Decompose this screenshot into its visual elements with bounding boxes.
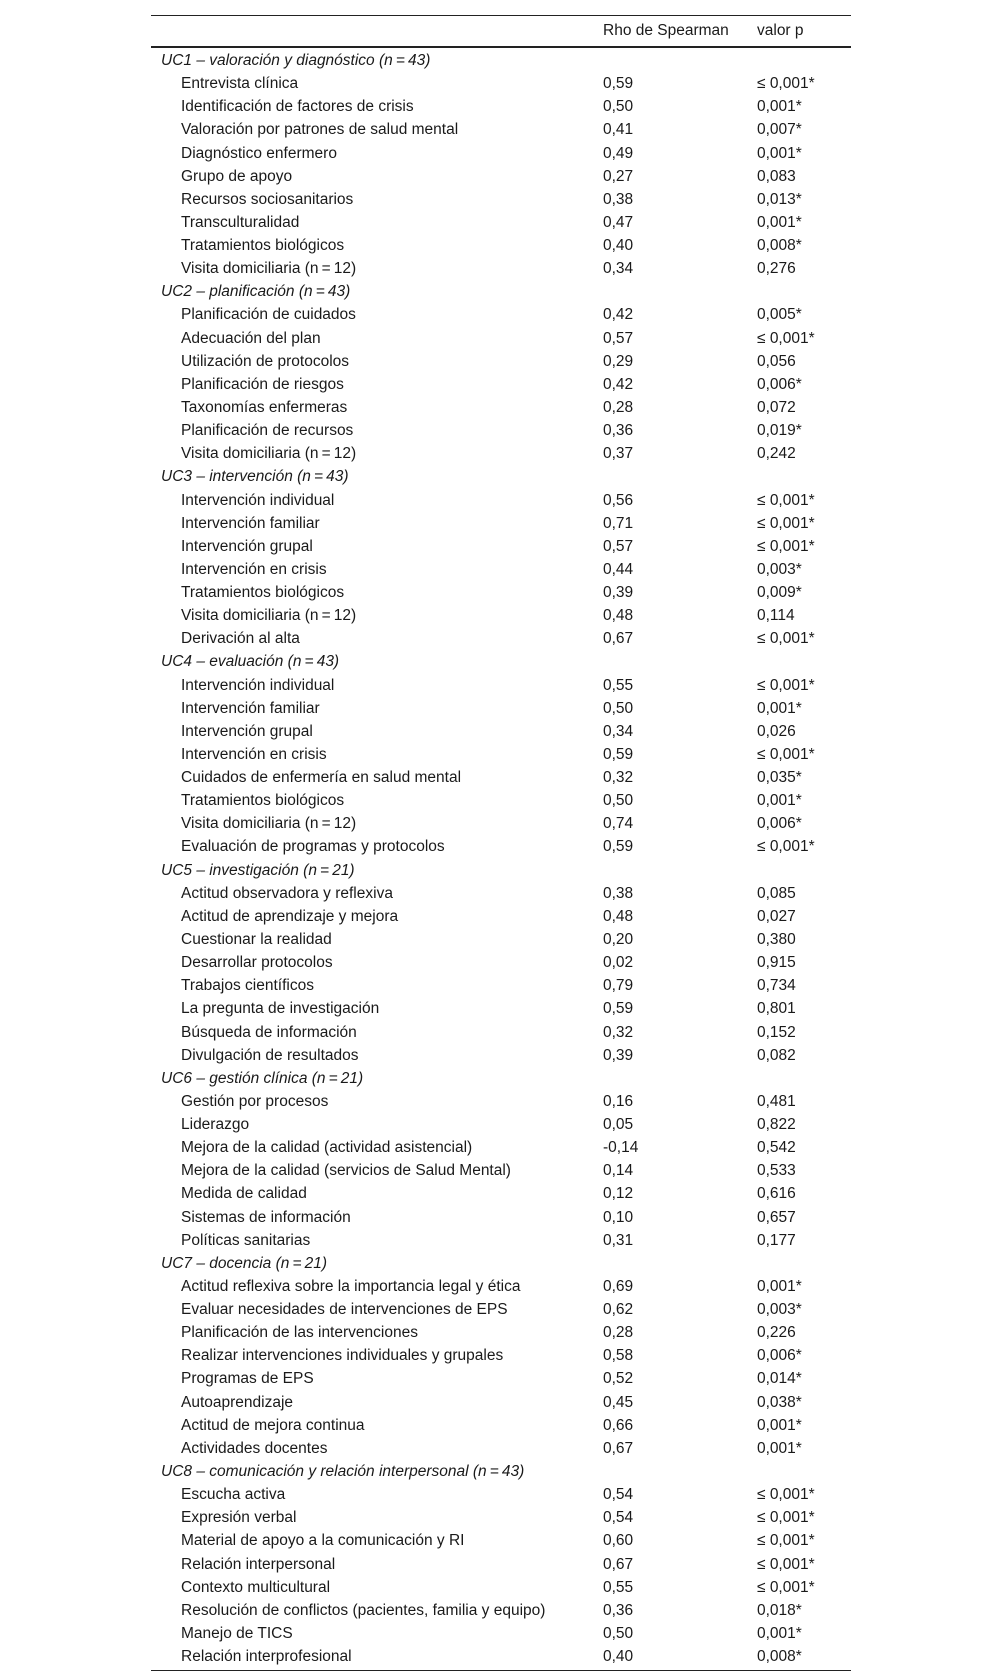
rho-value: 0,47 — [603, 213, 634, 231]
table-row — [151, 766, 851, 789]
item-label: Gestión por procesos — [181, 1092, 329, 1110]
rho-value: 0,44 — [603, 560, 634, 578]
item-label: Actividades docentes — [181, 1439, 328, 1457]
item-label: Planificación de recursos — [181, 422, 354, 440]
p-value: ≤ 0,001* — [757, 745, 815, 763]
rho-value: -0,14 — [603, 1139, 639, 1157]
top-rule — [151, 15, 851, 16]
table-row — [151, 535, 851, 558]
p-value: ≤ 0,001* — [757, 1486, 815, 1504]
item-label: Manejo de TICS — [181, 1624, 293, 1642]
rho-value: 0,39 — [603, 584, 634, 601]
p-value: 0,003* — [757, 1301, 802, 1318]
p-value: 0,082 — [757, 1046, 796, 1064]
rho-value: 0,66 — [603, 1416, 634, 1434]
item-label: Mejora de la calidad (servicios de Salud Mental) — [181, 1162, 511, 1180]
p-value: 0,056 — [757, 352, 796, 370]
rho-value: 0,32 — [603, 769, 634, 786]
rho-value: 0,50 — [603, 699, 634, 717]
table-row — [151, 1529, 851, 1552]
item-label: Utilización de protocolos — [181, 352, 350, 370]
rho-value: 0,41 — [603, 121, 634, 139]
item-label: Relación interprofesional — [181, 1648, 352, 1665]
item-label: Intervención individual — [181, 676, 335, 694]
table-row — [151, 442, 851, 465]
rho-value: 0,48 — [603, 907, 634, 925]
item-label: Divulgación de resultados — [181, 1046, 359, 1064]
p-value: 0,734 — [757, 977, 796, 995]
item-label: Autoaprendizaje — [181, 1393, 294, 1411]
rho-value: 0,54 — [603, 1509, 634, 1527]
rho-value: 0,38 — [603, 884, 634, 902]
table-row — [151, 1206, 851, 1229]
table-row — [151, 720, 851, 743]
rho-value: 0,36 — [603, 422, 634, 440]
p-value: 0,001* — [757, 1416, 802, 1434]
rho-value: 0,55 — [603, 1578, 634, 1596]
rho-value: 0,67 — [603, 1439, 634, 1457]
rho-value: 0,74 — [603, 815, 634, 833]
p-value: ≤ 0,001* — [757, 1555, 815, 1573]
table-row — [151, 1136, 851, 1159]
p-value: 0,006* — [757, 1347, 802, 1365]
item-label: Contexto multicultural — [181, 1578, 331, 1596]
p-value: 0,481 — [757, 1092, 796, 1110]
table-row — [151, 303, 851, 326]
p-value: 0,152 — [757, 1023, 796, 1041]
item-label: Expresión verbal — [181, 1509, 297, 1527]
group-row — [151, 1252, 851, 1275]
item-label: Grupo de apoyo — [181, 167, 293, 185]
item-label: Liderazgo — [181, 1116, 250, 1133]
table-row — [151, 72, 851, 95]
table-row — [151, 165, 851, 188]
item-label: Visita domiciliaria (n = 12) — [181, 815, 357, 833]
item-label: Intervención familiar — [181, 699, 320, 717]
p-value: ≤ 0,001* — [757, 75, 815, 93]
table-row — [151, 1576, 851, 1599]
rho-value: 0,71 — [603, 514, 634, 532]
table-row — [151, 974, 851, 997]
rho-value: 0,28 — [603, 1324, 634, 1342]
item-label: Cuidados de enfermería en salud mental — [181, 769, 462, 786]
item-label: Políticas sanitarias — [181, 1231, 311, 1249]
table-row — [151, 350, 851, 373]
p-value: ≤ 0,001* — [757, 676, 815, 694]
rho-value: 0,60 — [603, 1532, 634, 1550]
bottom-rule — [151, 1670, 851, 1671]
rho-value: 0,16 — [603, 1092, 634, 1110]
p-value: ≤ 0,001* — [757, 514, 815, 532]
p-value: 0,009* — [757, 584, 802, 601]
p-value: ≤ 0,001* — [757, 1532, 815, 1550]
item-label: Actitud de mejora continua — [181, 1416, 365, 1434]
item-label: Transculturalidad — [181, 213, 300, 231]
p-value: 0,018* — [757, 1601, 802, 1619]
p-value: ≤ 0,001* — [757, 1578, 815, 1596]
p-value: 0,915 — [757, 954, 796, 972]
p-value: 0,014* — [757, 1370, 802, 1388]
item-label: Tratamientos biológicos — [181, 584, 345, 601]
item-label: Intervención familiar — [181, 514, 320, 532]
table-row — [151, 558, 851, 581]
p-value: 0,005* — [757, 306, 802, 324]
p-value: 0,380 — [757, 930, 796, 948]
p-value: 0,242 — [757, 445, 796, 463]
table-row — [151, 257, 851, 280]
p-value: 0,013* — [757, 190, 802, 208]
item-label: Visita domiciliaria (n = 12) — [181, 607, 357, 625]
table-row — [151, 396, 851, 419]
p-value: 0,001* — [757, 1624, 802, 1642]
table-row — [151, 234, 851, 257]
p-value: 0,008* — [757, 237, 802, 254]
p-value: 0,019* — [757, 422, 802, 440]
p-value: 0,003* — [757, 560, 802, 578]
table-row — [151, 1437, 851, 1460]
table-row — [151, 1113, 851, 1136]
item-label: Planificación de las intervenciones — [181, 1324, 418, 1342]
item-label: Identificación de factores de crisis — [181, 98, 414, 116]
rho-value: 0,59 — [603, 75, 634, 93]
p-value: 0,072 — [757, 398, 796, 416]
rho-value: 0,59 — [603, 838, 634, 856]
p-value: ≤ 0,001* — [757, 838, 815, 856]
rho-value: 0,50 — [603, 98, 634, 116]
table-row — [151, 1367, 851, 1390]
item-label: Medida de calidad — [181, 1185, 307, 1203]
rho-value: 0,05 — [603, 1116, 634, 1133]
item-label: Adecuación del plan — [181, 329, 321, 347]
p-value: 0,001* — [757, 1439, 802, 1457]
rho-value: 0,50 — [603, 1624, 634, 1642]
item-label: Recursos sociosanitarios — [181, 190, 354, 208]
group-row — [151, 859, 851, 882]
table-row — [151, 1298, 851, 1321]
rho-value: 0,20 — [603, 930, 634, 948]
table-row — [151, 1414, 851, 1437]
table-row — [151, 512, 851, 535]
p-value: 0,616 — [757, 1185, 796, 1203]
p-value: 0,006* — [757, 815, 802, 833]
item-label: Actitud observadora y reflexiva — [181, 884, 393, 902]
table-row — [151, 604, 851, 627]
p-value: 0,001* — [757, 792, 802, 810]
p-value: 0,027 — [757, 907, 796, 925]
group-row — [151, 650, 851, 673]
header-p: valor p — [757, 22, 804, 39]
item-label: Resolución de conflictos (pacientes, familia y equipo) — [181, 1601, 546, 1619]
table-row — [151, 1622, 851, 1645]
table-row — [151, 1599, 851, 1622]
item-label: Derivación al alta — [181, 630, 300, 648]
group-title: UC3 – intervención (n = 43) — [161, 468, 349, 486]
rho-value: 0,69 — [603, 1277, 634, 1295]
group-row — [151, 280, 851, 303]
item-label: Entrevista clínica — [181, 75, 299, 93]
item-label: Desarrollar protocolos — [181, 954, 333, 972]
rho-value: 0,31 — [603, 1231, 634, 1249]
rho-value: 0,57 — [603, 329, 634, 347]
table-row — [151, 789, 851, 812]
rho-value: 0,59 — [603, 1000, 634, 1018]
table-row — [151, 1321, 851, 1344]
group-title: UC6 – gestión clínica (n = 21) — [161, 1069, 364, 1087]
p-value: 0,542 — [757, 1139, 796, 1157]
rho-value: 0,54 — [603, 1486, 634, 1504]
p-value: 0,008* — [757, 1648, 802, 1665]
rho-value: 0,48 — [603, 607, 634, 625]
table-row — [151, 1044, 851, 1067]
rho-value: 0,59 — [603, 745, 634, 763]
item-label: Mejora de la calidad (actividad asistencial) — [181, 1139, 473, 1157]
p-value: ≤ 0,001* — [757, 630, 815, 648]
table-row — [151, 1553, 851, 1576]
p-value: 0,001* — [757, 1277, 802, 1295]
table-row — [151, 1645, 851, 1668]
table-row — [151, 118, 851, 141]
table-row — [151, 1182, 851, 1205]
rho-value: 0,45 — [603, 1393, 634, 1411]
p-value: ≤ 0,001* — [757, 1509, 815, 1527]
item-label: Planificación de riesgos — [181, 375, 344, 393]
item-label: Valoración por patrones de salud mental — [181, 121, 459, 139]
rho-value: 0,49 — [603, 144, 634, 162]
rho-value: 0,67 — [603, 630, 634, 648]
rho-value: 0,10 — [603, 1208, 634, 1226]
table-row — [151, 905, 851, 928]
item-label: Intervención grupal — [181, 537, 313, 555]
group-title: UC1 – valoración y diagnóstico (n = 43) — [161, 52, 431, 69]
group-title: UC4 – evaluación (n = 43) — [161, 653, 340, 671]
item-label: Escucha activa — [181, 1486, 286, 1504]
group-row — [151, 1460, 851, 1483]
p-value: 0,006* — [757, 375, 802, 393]
table-row — [151, 1229, 851, 1252]
p-value: 0,657 — [757, 1208, 796, 1226]
item-label: Intervención grupal — [181, 722, 313, 740]
header-rho: Rho de Spearman — [603, 22, 729, 39]
group-title: UC2 – planificación (n = 43) — [161, 283, 351, 301]
rho-value: 0,42 — [603, 375, 634, 393]
item-label: Actitud de aprendizaje y mejora — [181, 907, 399, 925]
rho-value: 0,37 — [603, 445, 634, 463]
header-rule — [151, 46, 851, 48]
item-label: Cuestionar la realidad — [181, 930, 332, 948]
rho-value: 0,40 — [603, 237, 634, 254]
rho-value: 0,67 — [603, 1555, 634, 1573]
table-row — [151, 188, 851, 211]
rho-value: 0,14 — [603, 1162, 634, 1180]
table-row — [151, 674, 851, 697]
table-row — [151, 1275, 851, 1298]
table-row — [151, 928, 851, 951]
table-row — [151, 142, 851, 165]
table-row — [151, 1483, 851, 1506]
item-label: Evaluar necesidades de intervenciones de EPS — [181, 1301, 508, 1318]
rho-value: 0,29 — [603, 352, 634, 370]
item-label: Diagnóstico enfermero — [181, 144, 337, 162]
p-value: 0,001* — [757, 213, 802, 231]
item-label: Intervención en crisis — [181, 745, 327, 763]
group-title: UC5 – investigación (n = 21) — [161, 861, 355, 879]
item-label: Actitud reflexiva sobre la importancia legal y ética — [181, 1277, 521, 1295]
rho-value: 0,42 — [603, 306, 634, 324]
rho-value: 0,36 — [603, 1601, 634, 1619]
p-value: 0,026 — [757, 722, 796, 740]
item-label: Intervención en crisis — [181, 560, 327, 578]
group-row — [151, 1067, 851, 1090]
rho-value: 0,02 — [603, 954, 634, 972]
p-value: 0,007* — [757, 121, 802, 139]
item-label: Sistemas de información — [181, 1208, 351, 1226]
p-value: 0,533 — [757, 1162, 796, 1180]
rho-value: 0,50 — [603, 792, 634, 810]
item-label: Intervención individual — [181, 491, 335, 509]
p-value: 0,001* — [757, 144, 802, 162]
table-row — [151, 812, 851, 835]
p-value: 0,822 — [757, 1116, 796, 1133]
rho-value: 0,39 — [603, 1046, 634, 1064]
table-row — [151, 581, 851, 604]
rho-value: 0,58 — [603, 1347, 634, 1365]
rho-value: 0,27 — [603, 167, 634, 185]
group-row — [151, 49, 851, 72]
item-label: Material de apoyo a la comunicación y RI — [181, 1532, 465, 1550]
rho-value: 0,28 — [603, 398, 634, 416]
rho-value: 0,40 — [603, 1648, 634, 1665]
rho-value: 0,52 — [603, 1370, 634, 1388]
item-label: Taxonomías enfermeras — [181, 398, 348, 416]
table-row — [151, 1090, 851, 1113]
item-label: Programas de EPS — [181, 1370, 314, 1388]
table-row — [151, 419, 851, 442]
item-label: Trabajos científicos — [181, 977, 314, 995]
table-row — [151, 882, 851, 905]
p-value: 0,801 — [757, 1000, 796, 1018]
table-row — [151, 997, 851, 1020]
table-row — [151, 697, 851, 720]
rho-value: 0,57 — [603, 537, 634, 555]
p-value: 0,035* — [757, 769, 802, 786]
header-row — [151, 19, 851, 42]
p-value: 0,114 — [757, 607, 795, 625]
item-label: Tratamientos biológicos — [181, 237, 345, 254]
table-row — [151, 1344, 851, 1367]
table-row — [151, 1506, 851, 1529]
p-value: 0,177 — [757, 1231, 796, 1249]
table-row — [151, 1391, 851, 1414]
table-row — [151, 743, 851, 766]
table-row — [151, 489, 851, 512]
p-value: 0,038* — [757, 1393, 802, 1411]
group-title: UC8 – comunicación y relación interpersonal (n = 43) — [161, 1462, 525, 1480]
group-row — [151, 465, 851, 488]
p-value: 0,276 — [757, 260, 796, 278]
rho-value: 0,62 — [603, 1301, 634, 1318]
item-label: Búsqueda de información — [181, 1023, 357, 1041]
rho-value: 0,34 — [603, 260, 634, 278]
p-value: 0,083 — [757, 167, 796, 185]
p-value: 0,001* — [757, 98, 802, 116]
p-value: 0,001* — [757, 699, 802, 717]
rho-value: 0,12 — [603, 1185, 634, 1203]
item-label: Visita domiciliaria (n = 12) — [181, 260, 357, 278]
group-title: UC7 – docencia (n = 21) — [161, 1254, 328, 1272]
item-label: Planificación de cuidados — [181, 306, 356, 324]
table-row — [151, 95, 851, 118]
item-label: Relación interpersonal — [181, 1555, 336, 1573]
p-value: ≤ 0,001* — [757, 537, 815, 555]
p-value: 0,085 — [757, 884, 796, 902]
p-value: ≤ 0,001* — [757, 329, 815, 347]
table-row — [151, 327, 851, 350]
table-row — [151, 373, 851, 396]
rho-value: 0,56 — [603, 491, 634, 509]
item-label: Realizar intervenciones individuales y grupales — [181, 1347, 504, 1365]
table-row — [151, 1159, 851, 1182]
table-row — [151, 835, 851, 858]
rho-value: 0,38 — [603, 190, 634, 208]
p-value: ≤ 0,001* — [757, 491, 815, 509]
item-label: Visita domiciliaria (n = 12) — [181, 445, 357, 463]
p-value: 0,226 — [757, 1324, 796, 1342]
rho-value: 0,55 — [603, 676, 634, 694]
table-row — [151, 627, 851, 650]
item-label: La pregunta de investigación — [181, 1000, 380, 1018]
table-row — [151, 951, 851, 974]
rho-value: 0,79 — [603, 977, 634, 995]
rho-value: 0,32 — [603, 1023, 634, 1041]
table-row — [151, 1021, 851, 1044]
rho-value: 0,34 — [603, 722, 634, 740]
table-row — [151, 211, 851, 234]
item-label: Evaluación de programas y protocolos — [181, 838, 445, 856]
item-label: Tratamientos biológicos — [181, 792, 345, 810]
